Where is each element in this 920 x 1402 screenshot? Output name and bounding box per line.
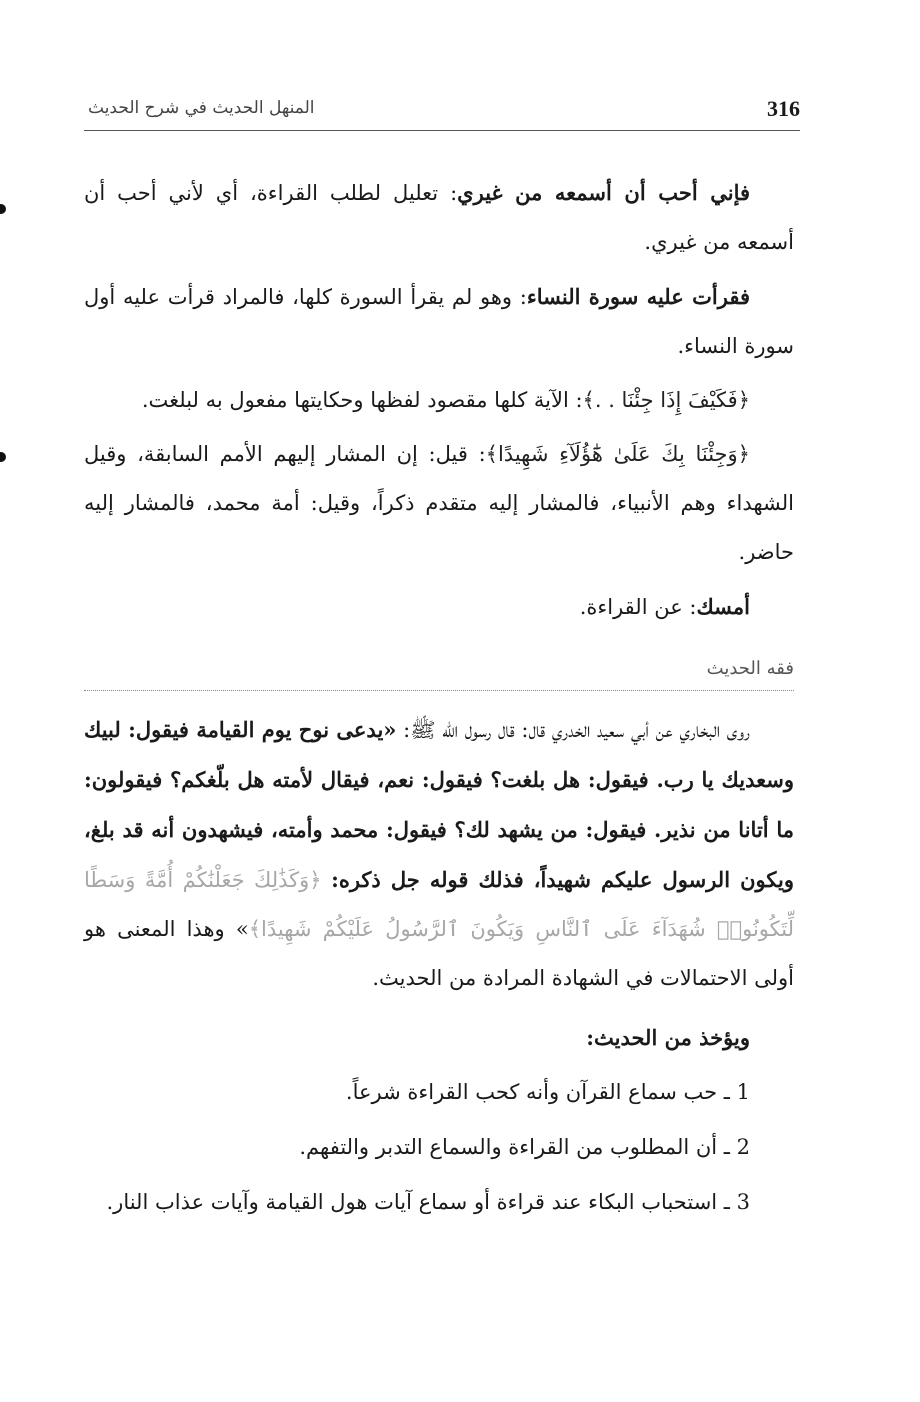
lessons-heading: ويؤخذ من الحديث: — [586, 1025, 750, 1050]
page-body — [84, 168, 794, 1233]
hadith-intro: روى البخاري عن أبي سعيد الخدري قال: قال رسول الله ﷺ: — [403, 718, 750, 742]
paragraph — [84, 168, 794, 267]
hadith-close: » — [235, 917, 249, 941]
list-item: 3 ـ استحباب البكاء عند قراءة أو سماع آيات هول القيامة وآيات عذاب النار. — [106, 1190, 750, 1214]
margin-mark — [0, 204, 6, 214]
list-item: 1 ـ حب سماع القرآن وأنه كحب القراءة شرعاً. — [345, 1080, 750, 1104]
lemma: أمسك — [696, 594, 750, 619]
section-heading: فقه الحديث — [84, 650, 794, 691]
paragraph — [84, 582, 794, 632]
paragraph — [84, 272, 794, 371]
hadith-quran-quote: ﴿وَكَذَٰلِكَ جَعَلْنَٰكُمْ أُمَّةً وَسَطًا لِّتَكُونُوا۟ شُهَدَآءَ عَلَى ٱلنَّاسِ وَيَكُونَ ٱلرَّسُولُ عَلَيْكُمْ شَهِيدًا﴾ — [84, 868, 794, 941]
conclusion: وهذا المعنى هو أولى الاحتمالات في الشهادة المرادة من الحديث. — [84, 917, 794, 990]
commentary: : قيل: إن المشار إليهم الأمم السابقة، وقيل الشهداء وهم الأنبياء، فالمشار إليه متقدم ذكراً، وقيل: أمة محمد، فالمشار إليه حاضر. — [84, 442, 794, 564]
running-title: المنهل الحديث في شرح الحديث — [88, 98, 315, 118]
hadith-paragraph — [84, 705, 794, 1003]
page-number: 316 — [767, 96, 800, 121]
paragraph — [84, 430, 794, 577]
commentary: : تعليل لطلب القراءة، أي لأني أحب أن أسمعه من غيري. — [84, 181, 794, 254]
commentary: : وهو لم يقرأ السورة كلها، فالمراد قرأت عليه أول سورة النساء. — [84, 285, 794, 358]
lessons-heading-paragraph — [84, 1013, 794, 1063]
list-item: 2 ـ أن المطلوب من القراءة والسماع التدبر والتفهم. — [299, 1135, 750, 1159]
quran-quote: ﴿فَكَيْفَ إِذَا جِئْنَا . .﴾ — [582, 388, 750, 412]
lemma: فقرأت عليه سورة النساء — [526, 284, 750, 309]
lemma: فإني أحب أن أسمعه من غيري — [457, 180, 751, 205]
quran-quote: ﴿وَجِئْنَا بِكَ عَلَىٰ هَٰٓؤُلَآءِ شَهِيدًا﴾ — [485, 442, 750, 466]
margin-mark — [0, 452, 6, 462]
commentary: : عن القراءة. — [579, 595, 697, 619]
page-header — [84, 96, 800, 131]
paragraph — [84, 376, 794, 425]
hadith-text: «يدعى نوح يوم القيامة فيقول: لبيك وسعديك يا رب. فيقول: هل بلغت؟ فيقول: نعم، فيقال لأمته هل بلّغكم؟ فيقولون: ما أتانا من نذير. فيقول: من يشهد لك؟ فيقول: محمد وأمته، فيشهدون أنه قد بلغ، ويكون الرسول عليكم شهيداً، فذلك قوله جل ذكره: — [84, 717, 794, 892]
commentary: : الآية كلها مقصود لفظها وحكايتها مفعول به لبلغت. — [141, 388, 583, 412]
